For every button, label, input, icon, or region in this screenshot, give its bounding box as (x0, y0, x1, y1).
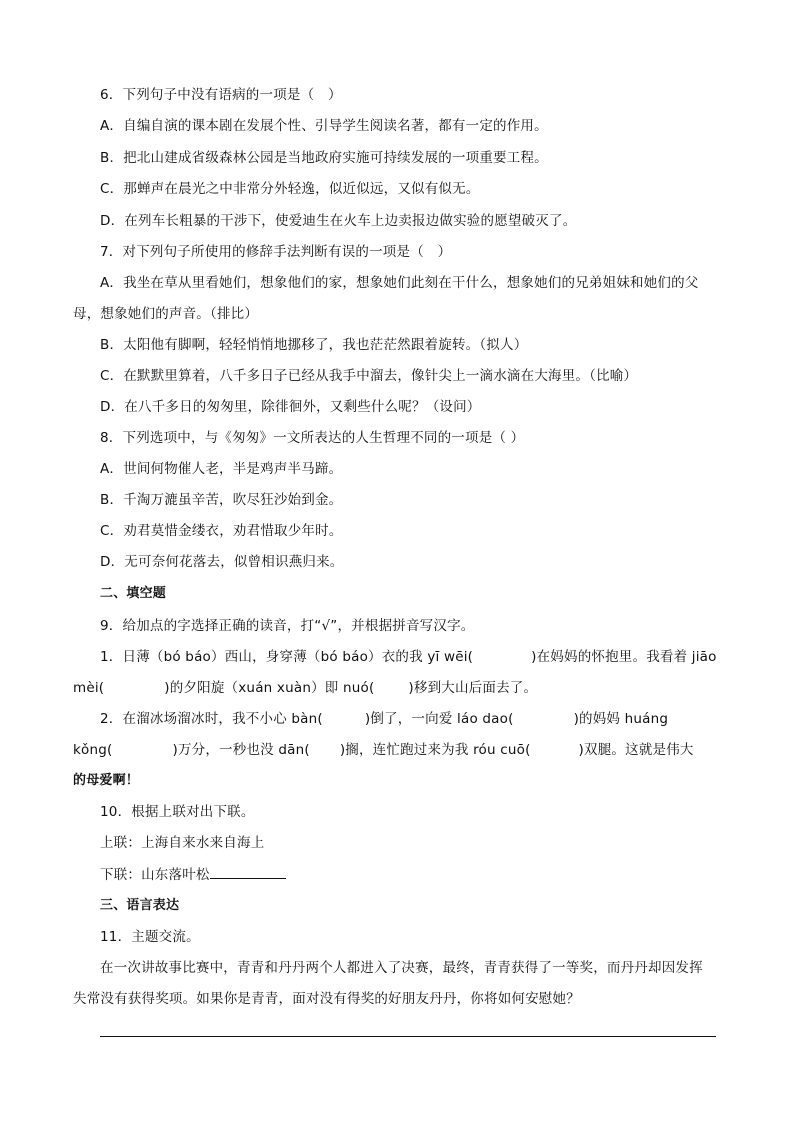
q7-option-a-line2: 母，想象她们的声音。（排比） (73, 306, 259, 322)
q8-option-a: A．世间何物催人老，半是鸡声半马蹄。 (100, 461, 343, 477)
section-heading-fill-in: 二、填空题 (100, 586, 167, 601)
q10-upper-couplet: 上联：上海自来水来自海上 (100, 835, 265, 851)
q10-stem: 10．根据上联对出下联。 (100, 804, 255, 820)
q7-stem: 7．对下列句子所使用的修辞手法判断有误的一项是（ ） (100, 244, 452, 260)
q6-option-c: C．那蝉声在晨光之中非常分外轻逸，似近似远，又似有似无。 (100, 181, 480, 197)
answer-underline[interactable] (210, 864, 286, 879)
q9-text: )双腿。这就是伟大 (578, 742, 694, 758)
section-heading-expression: 三、语言表达 (100, 898, 180, 913)
q8-stem: 8．下列选项中，与《匆匆》一文所表达的人生哲理不同的一项是（ ） (100, 430, 525, 446)
q9-text: )万分，一秒也没 dān( (172, 742, 310, 758)
q9-part1-line1 (100, 647, 717, 667)
q9-part1-line2 (73, 678, 537, 698)
q9-text: )在妈妈的怀抱里。我看着 jiāo (531, 649, 717, 665)
q9-text: kǒng( (73, 742, 113, 758)
q9-text: mèi( (73, 680, 105, 696)
q9-part2-line3: 的母爱啊！ (73, 773, 140, 788)
q10-lower-couplet (100, 864, 286, 885)
q8-option-d: D．无可奈何花落去，似曾相识燕归来。 (100, 554, 344, 570)
q11-body-line2: 失常没有获得奖项。如果你是青青，面对没有得奖的好朋友丹丹，你将如何安慰她？ (73, 991, 580, 1007)
q9-stem: 9．给加点的字选择正确的读音，打“√”，并根据拼音写汉字。 (100, 618, 475, 634)
q11-body-line1: 在一次讲故事比赛中，青青和丹丹两个人都进入了决赛，最终，青青获得了一等奖，而丹丹却因发挥 (100, 960, 703, 976)
q10-lower-text: 下联：山东落叶松 (100, 867, 210, 883)
q9-part2-line1 (100, 709, 668, 729)
q6-option-a: A．自编自演的课本剧在发展个性、引导学生阅读名著，都有一定的作用。 (100, 118, 548, 134)
q9-text: )的妈妈 huáng (573, 711, 669, 727)
q9-text: )搁，连忙跑过来为我 róu cuō( (339, 742, 531, 758)
q9-text: )的夕阳旋（xuán xuàn）即 nuó( (164, 680, 375, 696)
q9-text: 2．在溜冰场溜冰时，我不小心 bàn( (100, 711, 323, 727)
q7-option-c: C．在默默里算着，八千多日子已经从我手中溜去，像针尖上一滴水滴在大海里。（比喻） (100, 368, 638, 384)
q9-text: )倒了，一向爱 láo dao( (364, 711, 514, 727)
q9-part2-line2 (73, 740, 694, 760)
q11-stem: 11．主题交流。 (100, 929, 200, 945)
q7-option-a-line1: A．我坐在草从里看她们，想象他们的家，想象她们此刻在干什么，想象她们的兄弟姐妹和她们的父 (100, 275, 699, 291)
q9-text: 1．日薄（bó báo）西山，身穿薄（bó báo）衣的我 yī wēi( (100, 649, 474, 665)
q8-option-c: C．劝君莫惜金缕衣，劝君惜取少年时。 (100, 523, 343, 539)
q6-option-d: D．在列车长粗暴的干涉下，使爱迪生在火车上边卖报边做实验的愿望破灭了。 (100, 213, 577, 229)
answer-line[interactable] (100, 1036, 716, 1037)
q7-option-b: B．太阳他有脚啊，轻轻悄悄地挪移了，我也茫茫然跟着旋转。（拟人） (100, 337, 528, 353)
q9-text: )移到大山后面去了。 (408, 680, 538, 696)
q7-option-d: D．在八千多日的匆匆里，除徘徊外，又剩些什么呢？（设问） (100, 399, 481, 415)
q6-option-b: B．把北山建成省级森林公园是当地政府实施可持续发展的一项重要工程。 (100, 150, 548, 166)
q8-option-b: B．千淘万漉虽辛苦，吹尽狂沙始到金。 (100, 492, 343, 508)
q6-stem: 6．下列句子中没有语病的一项是（ ） (100, 87, 342, 103)
